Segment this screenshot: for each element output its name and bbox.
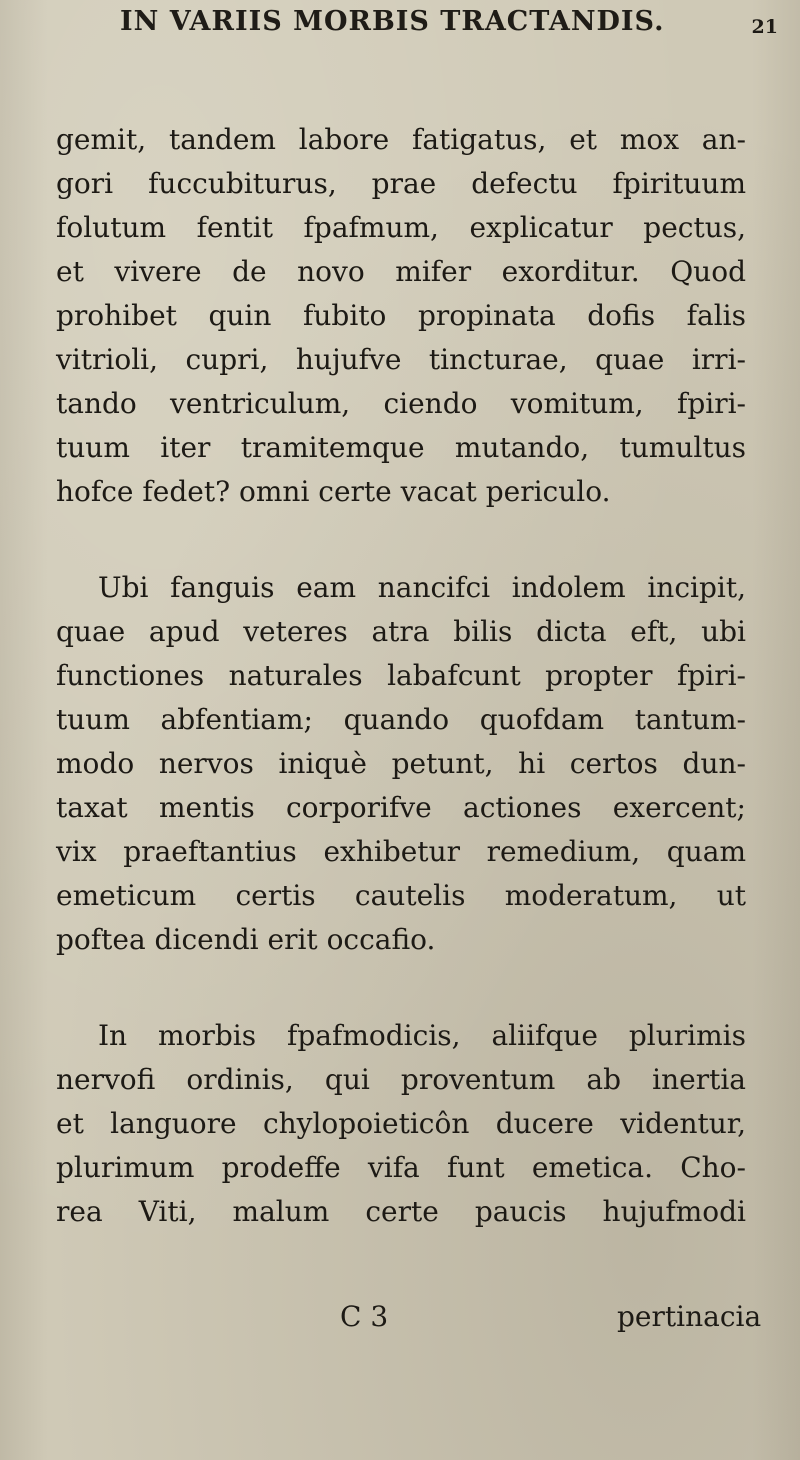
text-line: tando ventriculum, ciendo vomitum, fpiri- xyxy=(56,387,746,420)
text-line: gori fuccubiturus, prae defectu fpirituum xyxy=(56,167,746,200)
text-line: tuum abfentiam; quando quofdam tantum- xyxy=(56,703,746,736)
text-line: folutum fentit fpafmum, explicatur pectus, xyxy=(56,211,746,244)
text-line: prohibet quin fubito propinata dofis falis xyxy=(56,299,746,332)
text-line: In morbis fpafmodicis, aliifque plurimis xyxy=(98,1019,746,1052)
running-title: IN VARIIS MORBIS TRACTANDIS. xyxy=(120,6,665,37)
text-line: functiones naturales labafcunt propter fpiri- xyxy=(56,659,746,692)
text-line: nervofi ordinis, qui proventum ab inertia xyxy=(56,1063,746,1096)
text-line: Ubi fanguis eam nancifci indolem incipit, xyxy=(98,571,746,604)
text-line: et languore chylopoieticôn ducere videntur, xyxy=(56,1107,746,1140)
signature-mark: C 3 xyxy=(340,1300,389,1333)
text-line: hofce fedet? omni certe vacat periculo. xyxy=(56,475,611,508)
text-line: et vivere de novo mifer exorditur. Quod xyxy=(56,255,746,288)
text-line: tuum iter tramitemque mutando, tumultus xyxy=(56,431,746,464)
text-line: plurimum prodeffe vifa funt emetica. Cho- xyxy=(56,1151,746,1184)
catchword: pertinacia xyxy=(617,1300,762,1333)
text-line: vix praeftantius exhibetur remedium, quam xyxy=(56,835,746,868)
text-line: modo nervos iniquè petunt, hi certos dun- xyxy=(56,747,746,780)
text-line: rea Viti, malum certe paucis hujufmodi xyxy=(56,1195,746,1228)
page-footer xyxy=(0,1300,800,1346)
text-line: emeticum certis cautelis moderatum, ut xyxy=(56,879,746,912)
text-line: gemit, tandem labore fatigatus, et mox an- xyxy=(56,123,746,156)
page-number: 21 xyxy=(751,16,778,38)
text-line: quae apud veteres atra bilis dicta eft, ubi xyxy=(56,615,746,648)
text-line: taxat mentis corporifve actiones exercent; xyxy=(56,791,746,824)
running-head xyxy=(120,4,778,48)
text-line: vitrioli, cupri, hujufve tincturae, quae irri- xyxy=(56,343,746,376)
text-line: poftea dicendi erit occafio. xyxy=(56,923,436,956)
